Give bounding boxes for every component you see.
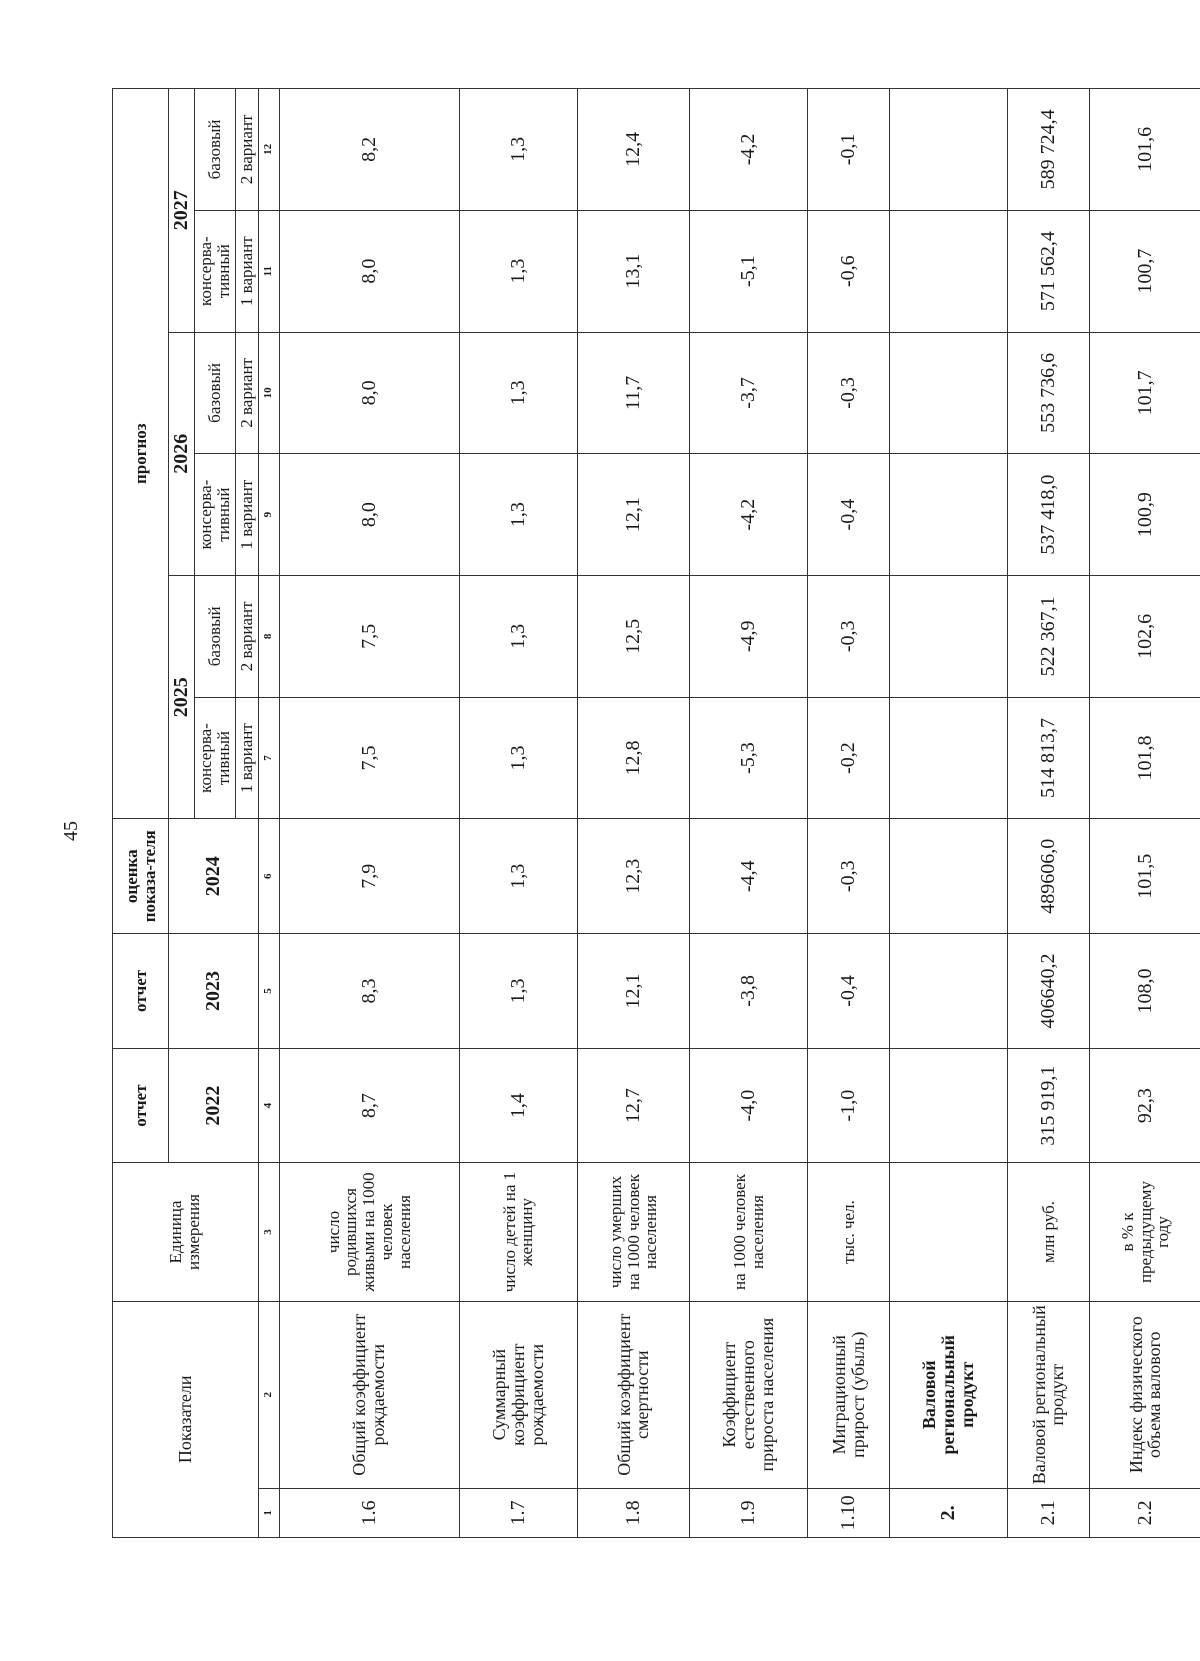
column-number: 10 [258,332,279,454]
row-value: -0,3 [808,575,890,697]
column-number: 2 [258,1301,279,1488]
row-unit: тыс. чел. [808,1163,890,1301]
column-number: 9 [258,454,279,576]
row-value: 553 736,6 [1008,332,1090,454]
row-value: -4,9 [690,575,808,697]
row-value: 571 562,4 [1008,210,1090,332]
row-number: 1.9 [690,1488,808,1537]
column-number: 11 [258,210,279,332]
row-value [889,819,1007,934]
row-value: 13,1 [577,210,689,332]
header-base: базовый [195,575,236,697]
row-indicator-name: Суммарный коэффициент рождаемости [459,1301,577,1488]
table-row [459,89,577,1538]
row-unit [889,1163,1007,1301]
header-variant-2: 2 вариант [235,89,258,211]
row-value: 8,0 [279,454,459,576]
row-value: 100,7 [1089,210,1200,332]
row-value [889,210,1007,332]
row-value: -0,6 [808,210,890,332]
row-value: 7,5 [279,697,459,819]
row-value: 12,4 [577,89,689,211]
row-unit: на 1000 человек населения [690,1163,808,1301]
row-unit: число родившихся живыми на 1000 человек населения [279,1163,459,1301]
column-number: 4 [258,1048,279,1163]
row-value: 1,3 [459,210,577,332]
row-value: 1,3 [459,89,577,211]
row-number: 1.10 [808,1488,890,1537]
row-number: 2.2 [1089,1488,1200,1537]
page-number: 45 [60,821,82,841]
table-row [690,89,808,1538]
row-number: 2. [889,1488,1007,1537]
row-value: -5,1 [690,210,808,332]
header-base: базовый [195,332,236,454]
row-indicator-name: Индекс физического объема валового [1089,1301,1200,1488]
row-value: 589 724,4 [1008,89,1090,211]
row-value: 8,2 [279,89,459,211]
row-value: -0,3 [808,332,890,454]
table-body [258,89,1200,1538]
header-year-2027: 2027 [169,89,195,333]
table-row [1008,89,1090,1538]
header-conservative: консерва-тивный [195,210,236,332]
header-variant-1: 1 вариант [235,697,258,819]
table-row [1089,89,1200,1538]
row-value: 101,6 [1089,89,1200,211]
row-value: 8,0 [279,332,459,454]
header-conservative: консерва-тивный [195,454,236,576]
column-number: 5 [258,934,279,1049]
row-value: -0,1 [808,89,890,211]
row-value: 1,3 [459,575,577,697]
header-report-2022: отчет [113,1048,169,1163]
row-value: -0,4 [808,934,890,1049]
header-estimate: оценка показа-теля [113,819,169,934]
row-value: -0,2 [808,697,890,819]
header-unit: Единица измерения [113,1163,259,1301]
row-value: 522 367,1 [1008,575,1090,697]
row-value: 102,6 [1089,575,1200,697]
row-indicator-name: Валовой региональный продукт [889,1301,1007,1488]
row-indicator-name: Миграционный прирост (убыль) [808,1301,890,1488]
header-forecast: прогноз [113,89,169,819]
row-value: 1,3 [459,697,577,819]
header-year-2026: 2026 [169,332,195,575]
table-row [577,89,689,1538]
row-unit: число умерших на 1000 человек населения [577,1163,689,1301]
header-year-2022: 2022 [169,1048,259,1163]
row-value [889,1048,1007,1163]
column-number: 1 [258,1488,279,1537]
row-value: 8,0 [279,210,459,332]
row-value: 1,3 [459,332,577,454]
header-report-2023: отчет [113,934,169,1049]
row-value: 8,3 [279,934,459,1049]
header-base: базовый [195,89,236,211]
row-value: 7,9 [279,819,459,934]
row-value: 108,0 [1089,934,1200,1049]
row-value: 101,8 [1089,697,1200,819]
row-value: 11,7 [577,332,689,454]
row-unit: млн руб. [1008,1163,1090,1301]
column-numbers-row [258,89,279,1538]
row-value: 12,7 [577,1048,689,1163]
row-value: 12,1 [577,934,689,1049]
header-year-2024: 2024 [169,819,259,934]
row-value: -3,7 [690,332,808,454]
row-value: 12,3 [577,819,689,934]
header-variant-1: 1 вариант [235,210,258,332]
row-value: 12,8 [577,697,689,819]
column-number: 7 [258,697,279,819]
table-row [279,89,459,1538]
row-value [889,697,1007,819]
row-value: 1,3 [459,454,577,576]
header-conservative: консерва-тивный [195,697,236,819]
header-variant-2: 2 вариант [235,332,258,454]
row-value: 1,3 [459,934,577,1049]
row-number: 1.7 [459,1488,577,1537]
row-unit: число детей на 1 женщину [459,1163,577,1301]
row-indicator-name: Коэффициент естественного прироста населения [690,1301,808,1488]
row-unit: в % к предыдущему году [1089,1163,1200,1301]
row-value: -1,0 [808,1048,890,1163]
row-value: -4,4 [690,819,808,934]
row-value: 8,7 [279,1048,459,1163]
header-year-2023: 2023 [169,934,259,1049]
row-value: -4,2 [690,454,808,576]
row-value: 537 418,0 [1008,454,1090,576]
row-value: -3,8 [690,934,808,1049]
row-value: 1,4 [459,1048,577,1163]
header-variant-1: 1 вариант [235,454,258,576]
row-value: 7,5 [279,575,459,697]
row-value [889,575,1007,697]
column-number: 3 [258,1163,279,1301]
row-value: 406640,2 [1008,934,1090,1049]
row-value: -4,0 [690,1048,808,1163]
table-row [808,89,890,1538]
row-indicator-name: Общий коэффициент смертности [577,1301,689,1488]
row-value: 514 813,7 [1008,697,1090,819]
row-value: 1,3 [459,819,577,934]
column-number: 8 [258,575,279,697]
row-value: 101,5 [1089,819,1200,934]
row-value [889,934,1007,1049]
row-value: -0,4 [808,454,890,576]
row-number: 2.1 [1008,1488,1090,1537]
row-value: -4,2 [690,89,808,211]
row-indicator-name: Общий коэффициент рождаемости [279,1301,459,1488]
row-value: 100,9 [1089,454,1200,576]
header-indicators: Показатели [113,1301,259,1537]
table-row [889,89,1007,1538]
row-value: 12,1 [577,454,689,576]
column-number: 6 [258,819,279,934]
header-variant-2: 2 вариант [235,575,258,697]
row-value: 101,7 [1089,332,1200,454]
row-value: 12,5 [577,575,689,697]
row-value [889,454,1007,576]
row-indicator-name: Валовой региональный продукт [1008,1301,1090,1488]
indicators-table-rotated [112,88,1200,1538]
row-value [889,332,1007,454]
column-number: 12 [258,89,279,211]
row-number: 1.8 [577,1488,689,1537]
row-number: 1.6 [279,1488,459,1537]
row-value: 489606,0 [1008,819,1090,934]
header-year-2025: 2025 [169,575,195,818]
row-value: 315 919,1 [1008,1048,1090,1163]
indicators-table [112,88,1200,1538]
row-value: 92,3 [1089,1048,1200,1163]
row-value [889,89,1007,211]
row-value: -0,3 [808,819,890,934]
row-value: -5,3 [690,697,808,819]
